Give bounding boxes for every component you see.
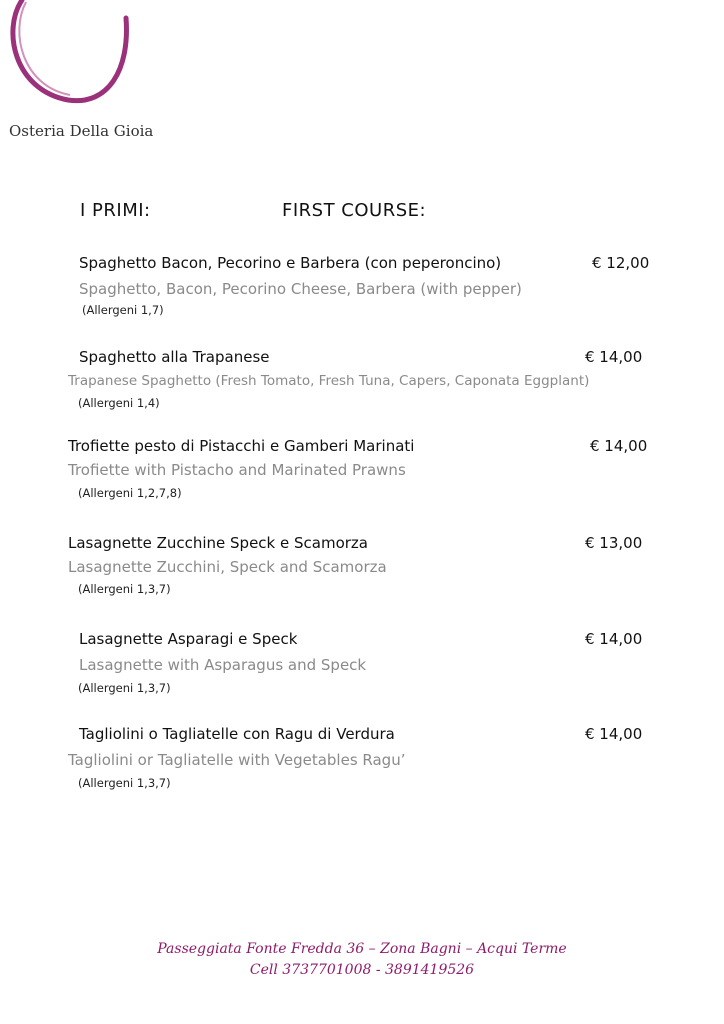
menu-item-price: € 14,00 [585,630,643,648]
wine-ring-icon [0,0,140,115]
menu-item-allergens: (Allergeni 1,3,7) [78,776,171,790]
menu-item-name: Spaghetto Bacon, Pecorino e Barbera (con peperoncino) [79,254,502,272]
menu-item-allergens: (Allergeni 1,3,7) [78,681,171,695]
menu-item-allergens: (Allergeni 1,2,7,8) [78,486,182,500]
menu-item-description: Tagliolini or Tagliatelle with Vegetables Ragu’ [68,751,406,769]
menu-item-allergens: (Allergeni 1,3,7) [78,582,171,596]
restaurant-name: Osteria Della Gioia [9,122,154,140]
menu-item-price: € 13,00 [585,534,643,552]
menu-item-allergens: (Allergeni 1,7) [82,303,164,317]
menu-item-price: € 12,00 [592,254,650,272]
menu-item-name: Trofiette pesto di Pistacchi e Gamberi Marinati [68,437,415,455]
menu-item-allergens: (Allergeni 1,4) [78,396,160,410]
menu-item-name: Tagliolini o Tagliatelle con Ragu di Verdura [79,725,395,743]
menu-item-name: Lasagnette Asparagi e Speck [79,630,298,648]
menu-item-name: Lasagnette Zucchine Speck e Scamorza [68,534,368,552]
menu-item-description: Spaghetto, Bacon, Pecorino Cheese, Barbera (with pepper) [79,280,522,298]
footer-phones: Cell 3737701008 - 3891419526 [249,962,475,978]
menu-item-name: Spaghetto alla Trapanese [79,348,270,366]
menu-item-description: Trapanese Spaghetto (Fresh Tomato, Fresh Tuna, Capers, Caponata Eggplant) [68,373,590,389]
menu-item-description: Trofiette with Pistacho and Marinated Prawns [68,461,406,479]
menu-item-price: € 14,00 [590,437,648,455]
footer-address: Passeggiata Fonte Fredda 36 – Zona Bagni – Acqui Terme [157,941,567,957]
menu-item-price: € 14,00 [585,725,643,743]
menu-item-price: € 14,00 [585,348,643,366]
heading-english: FIRST COURSE: [282,200,427,221]
menu-item-description: Lasagnette Zucchini, Speck and Scamorza [68,558,387,576]
menu-item-description: Lasagnette with Asparagus and Speck [79,656,367,674]
restaurant-logo [0,0,160,145]
heading-italian: I PRIMI: [80,200,151,221]
